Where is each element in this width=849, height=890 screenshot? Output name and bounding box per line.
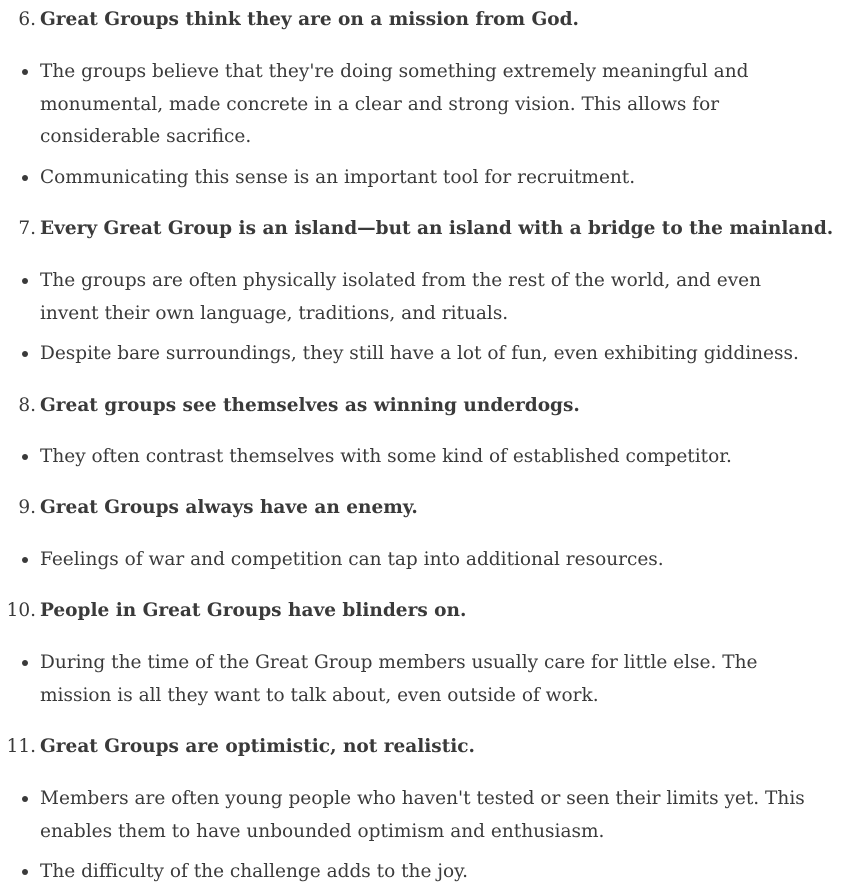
list-item-text: The groups are often physically isolated from the rest of the world, and even invent their own language, traditions, and rituals. bbox=[40, 270, 762, 324]
bullet-icon bbox=[22, 278, 28, 284]
item-number: 6. bbox=[18, 9, 36, 30]
item-number: 8. bbox=[18, 395, 36, 416]
item-number: 10. bbox=[6, 600, 36, 621]
list-item-text: During the time of the Great Group members usually care for little else. The mission is all they want to talk about, even outside of work. bbox=[40, 652, 758, 706]
list-item-text: Members are often young people who haven't tested or seen their limits yet. This enables them to have unbounded optimism and enthusiasm. bbox=[40, 788, 805, 842]
item-title: Every Great Group is an island—but an island with a bridge to the mainland. bbox=[40, 218, 834, 239]
item-title: Great Groups are optimistic, not realistic. bbox=[40, 736, 475, 757]
item-number: 9. bbox=[18, 497, 36, 518]
list-item-text: The groups believe that they're doing something extremely meaningful and monumental, made concrete in a clear and strong vision. This allows for considerable sacrifice. bbox=[40, 61, 749, 147]
item-title: Great groups see themselves as winning underdogs. bbox=[40, 395, 580, 416]
bullet-icon bbox=[22, 351, 28, 357]
list-item-text: They often contrast themselves with some kind of established competitor. bbox=[40, 446, 732, 467]
item-title: Great Groups always have an enemy. bbox=[40, 497, 418, 518]
item-number: 11. bbox=[6, 736, 36, 757]
bullet-icon bbox=[22, 660, 28, 666]
bullet-icon bbox=[22, 796, 28, 802]
item-number: 7. bbox=[18, 218, 36, 239]
bullet-icon bbox=[22, 557, 28, 563]
item-title: People in Great Groups have blinders on. bbox=[40, 600, 467, 621]
list-item-text: Communicating this sense is an important tool for recruitment. bbox=[40, 167, 636, 188]
list-item-text: Feelings of war and competition can tap into additional resources. bbox=[40, 549, 664, 570]
bullet-icon bbox=[22, 175, 28, 181]
list-item-text: The difficulty of the challenge adds to the joy. bbox=[40, 861, 469, 882]
list-item-text: Despite bare surroundings, they still have a lot of fun, even exhibiting giddiness. bbox=[40, 343, 799, 364]
item-title: Great Groups think they are on a mission from God. bbox=[40, 9, 579, 30]
bullet-icon bbox=[22, 69, 28, 75]
bullet-icon bbox=[22, 454, 28, 460]
bullet-icon bbox=[22, 869, 28, 875]
